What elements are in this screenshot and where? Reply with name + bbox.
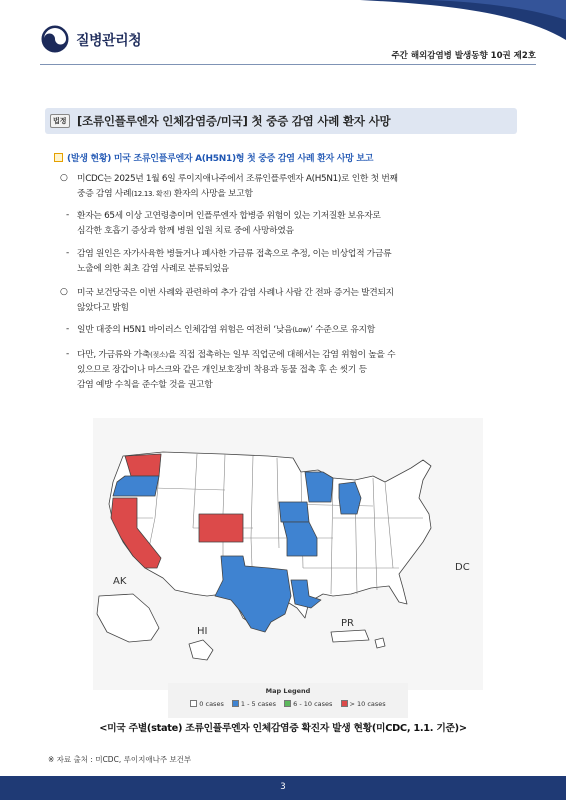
legend-item [341, 700, 386, 708]
dash-marker: - [66, 248, 70, 258]
map-label-dc: DC [455, 562, 470, 573]
bullet-marker: ○ [60, 173, 68, 183]
us-case-map [93, 418, 483, 690]
bullet-line: 환자는 65세 이상 고연령층이며 인플루엔자 합병증 위험이 있는 기저질환 보유자로 [77, 211, 381, 221]
legend-label: 0 cases [199, 700, 224, 708]
puerto-rico-shape [331, 630, 369, 642]
map-legend [168, 683, 408, 718]
bullet-line [77, 348, 517, 363]
state-iowa [279, 502, 309, 522]
islands-shape [375, 638, 385, 648]
bullet-line [77, 323, 517, 338]
text-span-small: (12.13. 확진) [131, 190, 172, 198]
legal-badge: 법정 [50, 114, 70, 128]
legend-label: > 10 cases [349, 700, 386, 708]
state-washington [125, 454, 161, 476]
bullet-line: 있으므로 장갑이나 마스크와 같은 개인보호장비 착용과 동물 접촉 후 손 씻기 등 [77, 365, 367, 375]
text-span-small: (Low) [292, 326, 311, 334]
dash-marker: - [66, 324, 70, 334]
bullet-line: 감염 원인은 자가사육한 병들거나 폐사한 가금류 접촉으로 추정, 이는 비상업적 가금류 [77, 249, 392, 259]
map-label-pr: PR [341, 618, 354, 629]
bullet-line: 심각한 호흡기 증상과 함께 병원 입원 치료 중에 사망하였음 [77, 226, 294, 236]
state-wisconsin [305, 472, 333, 502]
memo-icon [54, 153, 63, 162]
bullet-line: 노출에 의한 최초 감염 사례로 분류되었음 [77, 264, 229, 274]
legend-item [190, 700, 224, 708]
bullet-line: 미국 보건당국은 이번 사례와 관련하여 추가 감염 사례나 사람 간 전파 증거는 발견되지 [77, 288, 394, 298]
dash-marker: - [66, 210, 70, 220]
agency-logo-icon [40, 24, 70, 54]
text-span: 을 직접 접촉하는 일부 직업군에 대해서는 감염 위험이 높을 수 [167, 350, 396, 360]
text-span: 일반 대중의 H5N1 바이러스 인체감염 위험은 여전히 ‘낮음 [77, 325, 293, 335]
text-span: 다만, 가금류와 가축 [77, 350, 151, 360]
bullet-line: 감염 예방 수칙을 준수할 것을 권고함 [77, 380, 213, 390]
legend-swatch [232, 700, 239, 707]
article-title-box [45, 108, 517, 134]
bullet-line: 않았다고 밝힘 [77, 303, 129, 313]
state-colorado [199, 514, 243, 542]
legend-swatch [284, 700, 291, 707]
legend-item [232, 700, 276, 708]
text-span: 중증 감염 사례 [77, 189, 132, 199]
legend-label: 6 - 10 cases [293, 700, 333, 708]
state-missouri [283, 522, 317, 556]
header-rule [40, 64, 536, 65]
map-caption: <미국 주별(state) 조류인플루엔자 인체감염증 확진자 발생 현황(미CDC, 1.1. 기준)> [99, 723, 467, 734]
issue-info: 주간 해외감염병 발생동향 10권 제2호 [391, 51, 536, 61]
legend-label: 1 - 5 cases [240, 700, 277, 708]
dash-marker: - [66, 349, 70, 359]
source-note: ※ 자료 출처 : 미CDC, 루이지애나주 보건부 [48, 755, 192, 764]
text-span-small: (젖소) [150, 351, 168, 359]
legend-item [284, 700, 332, 708]
section-heading-text: (발생 현황) 미국 조류인플루엔자 A(H5N1)형 첫 중증 감염 사례 환자 사망 보고 [67, 154, 374, 164]
map-label-hi: HI [197, 626, 208, 637]
bullet-marker: ○ [60, 287, 68, 297]
map-label-ak: AK [113, 576, 127, 587]
text-span: ’ 수준으로 유지함 [310, 325, 375, 335]
bullet-paragraph-5 [77, 323, 517, 338]
agency-name: 질병관리청 [76, 33, 142, 49]
legend-swatch [341, 700, 348, 707]
legend-title: Map Legend [265, 687, 311, 695]
bullet-paragraph-2 [77, 209, 517, 239]
bullet-paragraph-4 [77, 286, 517, 316]
bullet-line [77, 187, 517, 202]
bullet-paragraph-1 [77, 172, 517, 202]
text-span: 환자의 사망을 보고함 [171, 189, 253, 199]
page-number: 3 [280, 782, 286, 792]
bullet-line: 미CDC는 2025년 1월 6일 루이지애나주에서 조류인플루엔자 A(H5N1)로 인한 첫 번째 [77, 174, 398, 184]
section-heading [54, 146, 373, 165]
legend-items [168, 700, 408, 708]
bullet-paragraph-6 [77, 348, 517, 393]
legend-swatch [190, 700, 197, 707]
article-title: [조류인플루엔자 인체감염증/미국] 첫 중증 감염 사례 환자 사망 [77, 114, 391, 128]
bullet-paragraph-3 [77, 247, 517, 277]
